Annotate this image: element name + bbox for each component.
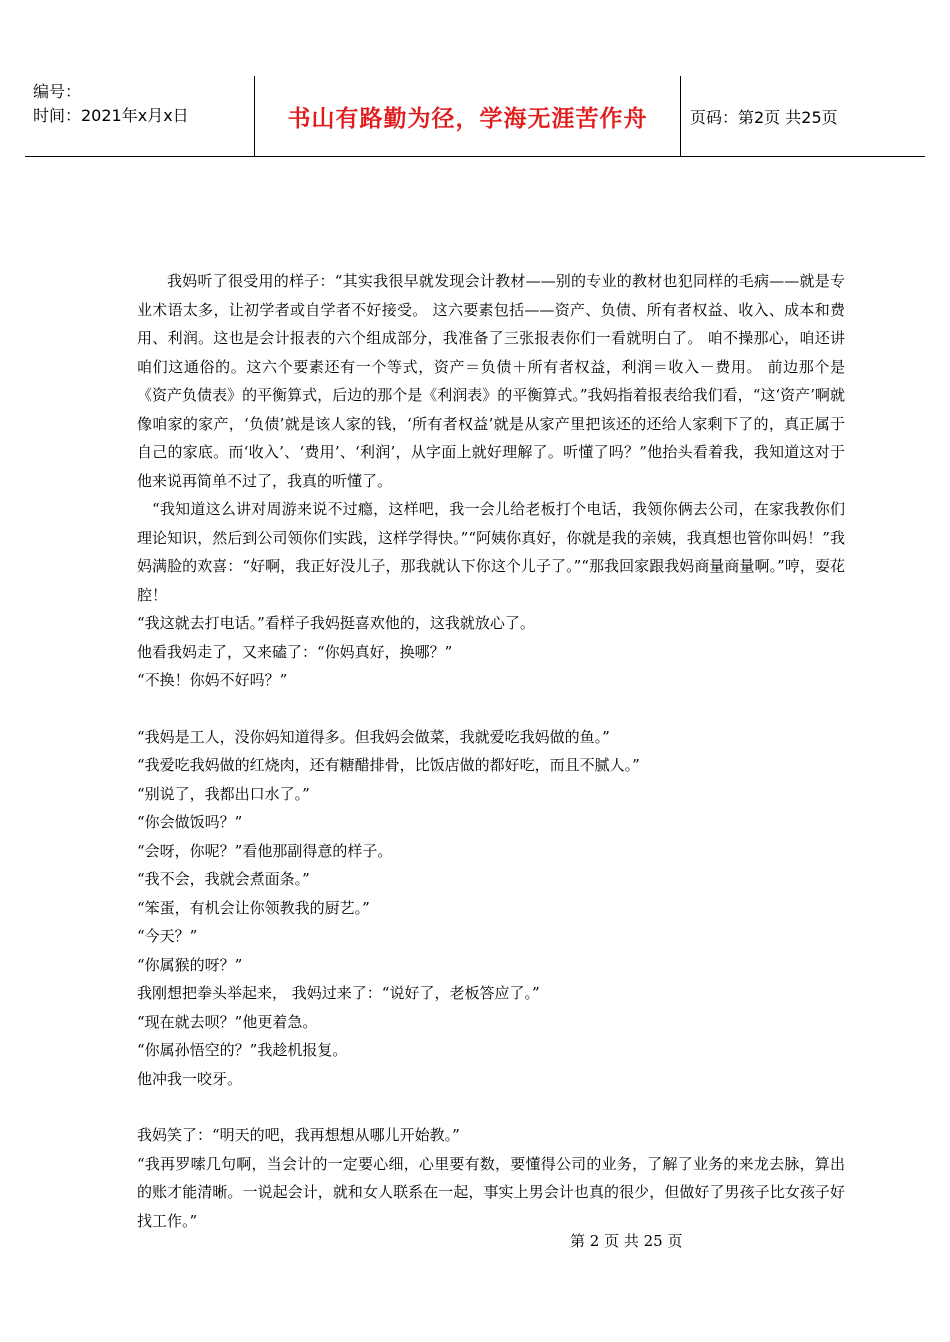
paragraph: 我妈听了很受用的样子：“其实我很早就发现会计教材——别的专业的教材也犯同样的毛病——就是专业术语太多，让初学者或自学者不好接受。 这六要素包括——资产、负债、所有者权益、收入、成本和费用、利润。这也是会计报表的六个组成部分，我准备了三张报表你们一看就明白了。 咱不操那心，咱还讲咱们这通俗的。这六个要素还有一个等式，资产＝负债＋所有者权益，利润＝收入－费用。 前边那个是《资产负债表》的平衡算式，后边的那个是《利润表》的平衡算式。”我妈指着报表给我们看，“这‘资产’啊就像咱家的家产，‘负债’就是该人家的钱，‘所有者权益’就是从家产里把该还的还给人家剩下了的，真正属于自己的家底。而‘收入’、‘费用’、‘利润’，从字面上就好理解了。听懂了吗？”他抬头看着我，我知道这对于他来说再简单不过了，我真的听懂了。 (137, 272, 845, 490)
paragraph: “我爱吃我妈做的红烧肉，还有糖醋排骨，比饭店做的都好吃，而且不腻人。” (137, 756, 640, 774)
paragraph: “笨蛋，有机会让你领教我的厨艺。” (137, 898, 370, 917)
paragraph: “你会做饭吗？” (137, 813, 243, 831)
paragraph: “我这就去打电话。”看样子我妈挺喜欢他的，这我就放心了。 (137, 614, 535, 632)
document-number: 编号： (33, 82, 82, 101)
body-text (137, 267, 845, 1235)
paragraph: “我再罗嗦几句啊，当会计的一定要心细，心里要有数，要懂得公司的业务，了解了业务的来龙去脉，算出的账才能清晰。一说起会计，就和女人联系在一起，事实上男会计也真的很少，但做好了男孩子比女孩子好找工作。” (137, 1154, 845, 1230)
page-footer: 第 2 页 共 25 页 (570, 1232, 683, 1250)
paragraph: “你属猴的呀？” (137, 955, 243, 974)
paragraph: “不换！你妈不好吗？” (137, 671, 288, 689)
paragraph: “现在就去呗？”他更着急。 (137, 1012, 318, 1031)
document-time: 时间：2021年x月x日 (33, 106, 189, 125)
paragraph: “我不会，我就会煮面条。” (137, 870, 310, 888)
paragraph: “我妈是工人，没你妈知道得多。但我妈会做菜，我就爱吃我妈做的鱼。” (137, 727, 610, 746)
paragraph: “别说了，我都出口水了。” (137, 784, 310, 803)
header-page-number: 页码：第2页 共25页 (690, 108, 838, 127)
page-header (25, 76, 925, 157)
paragraph: “今天？” (137, 927, 198, 945)
paragraph: 我妈笑了：“明天的吧，我再想想从哪儿开始教。” (137, 1126, 460, 1144)
paragraph: 我刚想把拳头举起来， 我妈过来了：“说好了，老板答应了。” (137, 984, 540, 1002)
paragraph: “你属孙悟空的？”我趁机报复。 (137, 1041, 348, 1059)
header-motto: 书山有路勤为径，学海无涯苦作舟 (287, 106, 648, 132)
paragraph: “我知道这么讲对周游来说不过瘾，这样吧，我一会儿给老板打个电话，我领你俩去公司，在家我教你们理论知识，然后到公司领你们实践，这样学得快。”“阿姨你真好，你就是我的亲姨，我真想也管你叫妈！”我妈满脸的欢喜：“好啊，我正好没儿子，那我就认下你这个儿子了。”“那我回家跟我妈商量商量啊。”哼，耍花腔！ (137, 500, 845, 604)
header-meta (33, 80, 255, 128)
paragraph: “会呀，你呢？”看他那副得意的样子。 (137, 841, 393, 860)
paragraph: 他看我妈走了，又来磕了：“你妈真好，换哪？” (137, 642, 453, 661)
paragraph: 他冲我一咬牙。 (137, 1069, 243, 1088)
header-divider-right (680, 76, 681, 156)
